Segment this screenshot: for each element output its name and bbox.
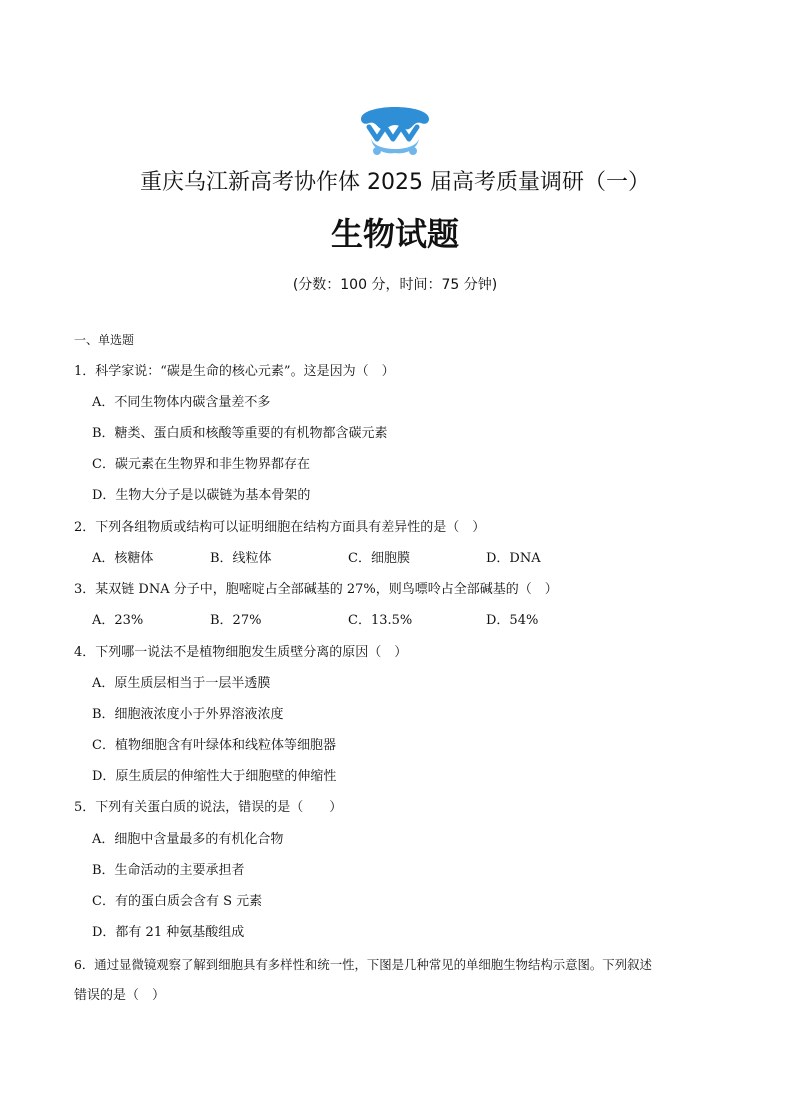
question-5-option-b: B．生命活动的主要承担者 (92, 863, 245, 878)
question-6-stem-line-1: 6．通过显微镜观察了解到细胞具有多样性和统一性，下图是几种常见的单细胞生物结构示意图。下列叙述 (74, 957, 652, 972)
question-2-stem: 2．下列各组物质或结构可以证明细胞在结构方面具有差异性的是（ ） (74, 520, 486, 535)
question-1-option-d: D．生物大分子是以碳链为基本骨架的 (92, 488, 311, 503)
question-4-option-d: D．原生质层的伸缩性大于细胞壁的伸缩性 (92, 769, 337, 784)
question-1-option-a: A．不同生物体内碳含量差不多 (92, 395, 271, 410)
question-5-option-a: A．细胞中含量最多的有机化合物 (92, 832, 284, 847)
question-4-stem: 4．下列哪一说法不是植物细胞发生质壁分离的原因（ ） (74, 645, 408, 660)
question-2-option-b: B．线粒体 (210, 551, 272, 566)
exam-info: (分数：100 分，时间：75 分钟) (292, 277, 498, 293)
question-2-option-d: D．DNA (486, 551, 541, 566)
question-4-option-c: C．植物细胞含有叶绿体和线粒体等细胞器 (92, 738, 336, 753)
question-3-option-a: A．23% (92, 613, 144, 628)
section-heading: 一、单选题 (74, 333, 135, 347)
question-3-option-c: C．13.5% (348, 613, 413, 628)
question-5-option-c: C．有的蛋白质会含有 S 元素 (92, 894, 263, 909)
question-5-stem: 5．下列有关蛋白质的说法，错误的是（ ） (74, 800, 343, 815)
question-4-option-b: B．细胞液浓度小于外界溶液浓度 (92, 707, 284, 722)
school-logo (355, 97, 435, 157)
question-1-option-c: C．碳元素在生物界和非生物界都存在 (92, 457, 310, 472)
question-1-option-b: B．糖类、蛋白质和核酸等重要的有机物都含碳元素 (92, 426, 388, 441)
subject-title: 生物试题 (330, 215, 459, 253)
exam-title: 重庆乌江新高考协作体 2025 届高考质量调研（一） (140, 170, 650, 195)
question-5-option-d: D．都有 21 种氨基酸组成 (92, 925, 245, 940)
question-3-option-d: D．54% (486, 613, 539, 628)
question-4-option-a: A．原生质层相当于一层半透膜 (92, 676, 271, 691)
question-6-stem-line-2: 错误的是（ ） (74, 988, 166, 1003)
question-1-stem: 1．科学家说：“碳是生命的核心元素”。这是因为（ ） (74, 364, 395, 379)
question-2-option-a: A．核糖体 (92, 551, 154, 566)
question-3-stem: 3．某双链 DNA 分子中，胞嘧啶占全部碱基的 27%，则鸟嘌呤占全部碱基的（ ） (74, 582, 558, 597)
question-3-option-b: B．27% (210, 613, 262, 628)
question-2-option-c: C．细胞膜 (348, 551, 410, 566)
